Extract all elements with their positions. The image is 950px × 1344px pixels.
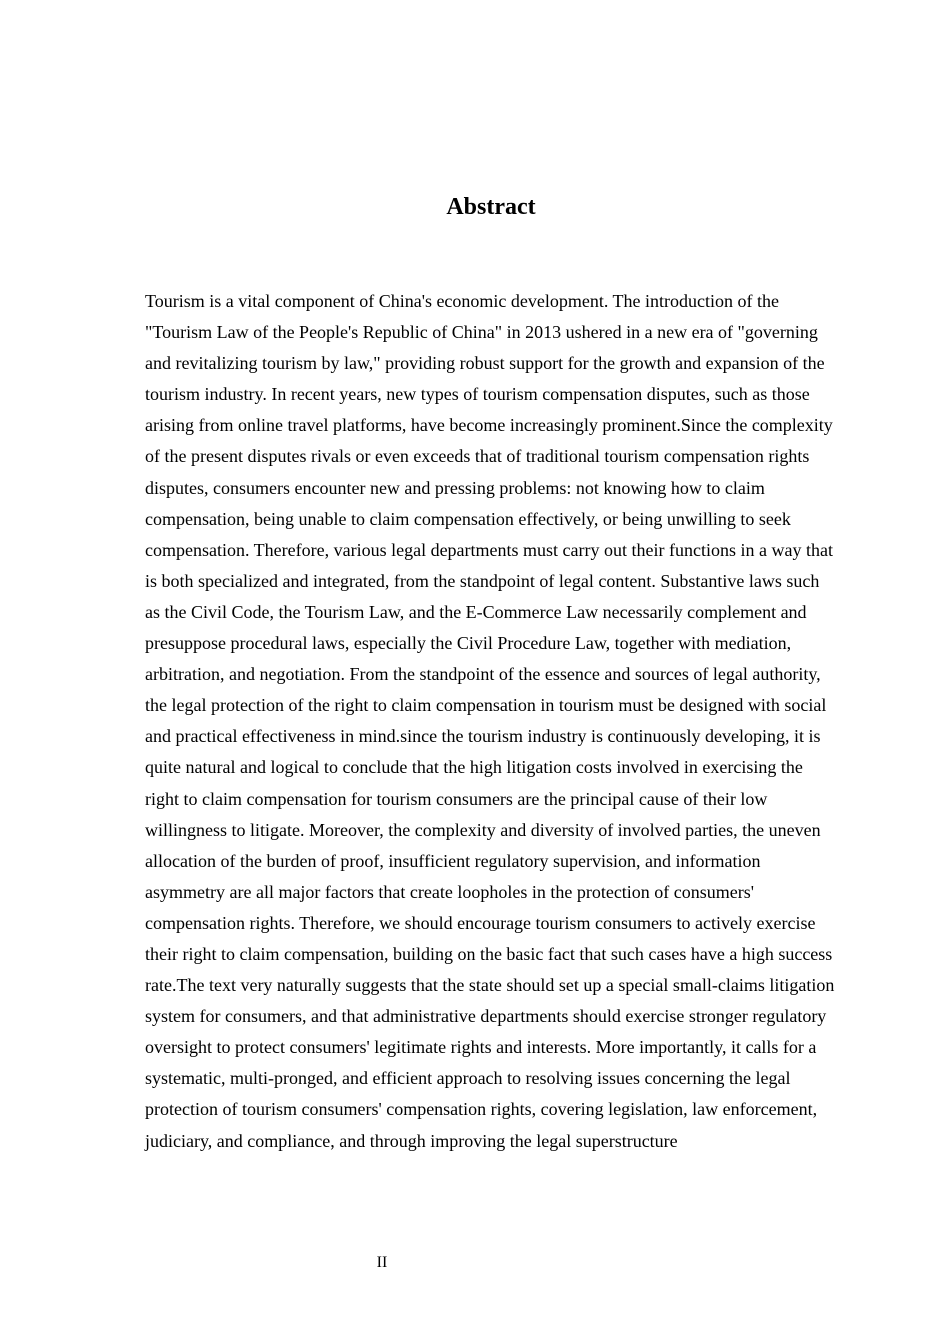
- abstract-body-text: Tourism is a vital component of China's economic development. The introduction of the "Tourism Law of the People's Republic of China" in 2013 ushered in a new era of "governing and revitalizing tourism by law," providing robust support for the growth and expansion of the tourism industry. In recent years, new types of tourism compensation disputes, such as those arising from online travel platforms, have become increasingly prominent.Since the complexity of the present disputes rivals or even exceeds that of traditional tourism compensation rights disputes, consumers encounter new and pressing problems: not knowing how to claim compensation, being unable to claim compensation effectively, or being unwilling to seek compensation. Therefore, various legal departments must carry out their functions in a way that is both specialized and integrated, from the standpoint of legal content. Substantive laws such as the Civil Code, the Tourism Law, and the E-Commerce Law necessarily complement and presuppose procedural laws, especially the Civil Procedure Law, together with mediation, arbitration, and negotiation. From the standpoint of the essence and sources of legal authority, the legal protection of the right to claim compensation in tourism must be designed with social and practical effectiveness in mind.since the tourism industry is continuously developing, it is quite natural and logical to conclude that the high litigation costs involved in exercising the right to claim compensation for tourism consumers are the principal cause of their low willingness to litigate. Moreover, the complexity and diversity of involved parties, the uneven allocation of the burden of proof, insufficient regulatory supervision, and information asymmetry are all major factors that create loopholes in the protection of consumers' compensation rights. Therefore, we should encourage tourism consumers to actively exercise their right to claim compensation, building on the basic fact that such cases have a high success rate.The text very naturally suggests that the state should set up a special small-claims litigation system for consumers, and that administrative departments should exercise stronger regulatory oversight to protect consumers' legitimate rights and interests. More importantly, it calls for a systematic, multi-pronged, and efficient approach to resolving issues concerning the legal protection of tourism consumers' compensation rights, covering legislation, law enforcement, judiciary, and compliance, and through improving the legal superstructure: [145, 291, 835, 1151]
- abstract-title: Abstract: [446, 194, 536, 220]
- page-number: II: [376, 1254, 388, 1271]
